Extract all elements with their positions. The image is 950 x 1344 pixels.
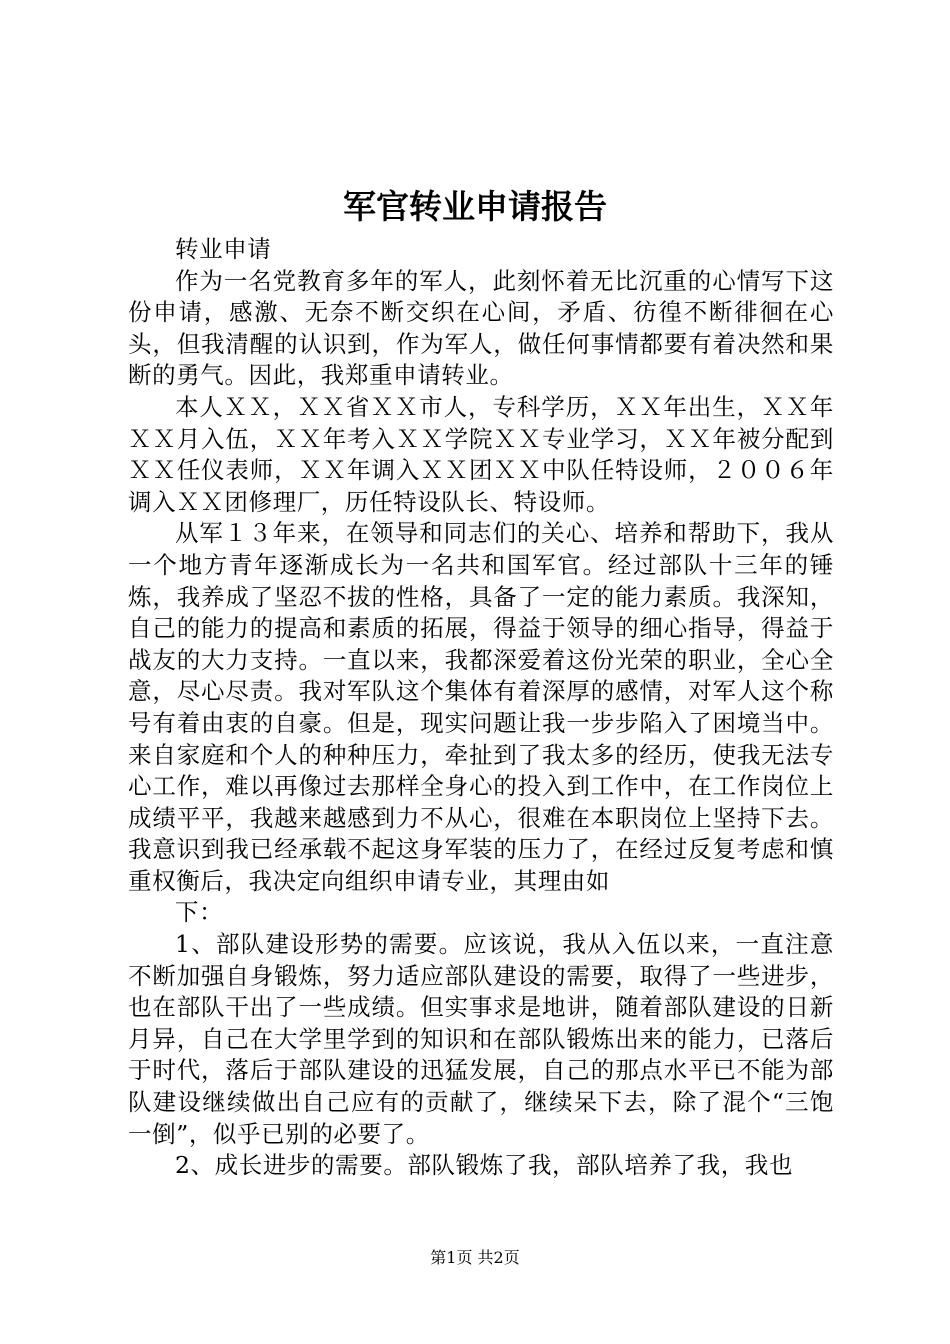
page-footer: 第1页 共2页	[430, 1248, 520, 1267]
document-title: 军官转业申请报告	[343, 187, 607, 226]
paragraph: 2、成长进步的需要。部队锻炼了我，部队培养了我，我也	[175, 1151, 794, 1180]
paragraph-heading: 转业申请	[175, 235, 272, 263]
document-body	[128, 234, 834, 1182]
paragraph: 下：	[175, 898, 224, 927]
paragraph: 1、部队建设形势的需要。应该说，我从入伍以来，一直注意不断加强自身锻炼，努力适应部队建设的需要，取得了一些进步，也在部队干出了一些成绩。但实事求是地讲，随着部队建设的日新月异，自己在大学里学到的知识和在部队锻炼出来的能力，已落后于时代，落后于部队建设的迅猛发展，自己的那点水平已不能为部队建设继续做出自己应有的贡献了，继续呆下去，除了混个“三饱一倒”，似乎已别的必要了。	[128, 930, 834, 1148]
paragraph: 作为一名党教育多年的军人，此刻怀着无比沉重的心情写下这份申请，感激、无奈不断交织在心间，矛盾、彷徨不断徘徊在心头，但我清醒的认识到，作为军人，做任何事情都要有着决然和果断的勇气。因此，我郑重申请转业。	[128, 266, 834, 390]
paragraph: 本人ＸＸ，ＸＸ省ＸＸ市人，专科学历，ＸＸ年出生，ＸＸ年ＸＸ月入伍，ＸＸ年考入ＸＸ学院ＸＸ专业学习，ＸＸ年被分配到ＸＸ任仪表师，ＸＸ年调入ＸＸ团ＸＸ中队任特设师，２００６年调入ＸＸ团修理厂，历任特设队长、特设师。	[128, 392, 834, 516]
paragraph: 从军１３年来，在领导和同志们的关心、培养和帮助下，我从一个地方青年逐渐成长为一名共和国军官。经过部队十三年的锤炼，我养成了坚忍不拔的性格，具备了一定的能力素质。我深知，自己的能力的提高和素质的拓展，得益于领导的细心指导，得益于战友的大力支持。一直以来，我都深爱着这份光荣的职业，全心全意，尽心尽责。我对军队这个集体有着深厚的感情，对军人这个称号有着由衷的自豪。但是，现实问题让我一步步陷入了困境当中。来自家庭和个人的种种压力，牵扯到了我太多的经历，使我无法专心工作，难以再像过去那样全身心的投入到工作中，在工作岗位上成绩平平，我越来越感到力不从心，很难在本职岗位上坚持下去。我意识到我已经承载不起这身军装的压力了，在经过反复考虑和慎重权衡后，我决定向组织申请专业，其理由如	[128, 519, 834, 895]
